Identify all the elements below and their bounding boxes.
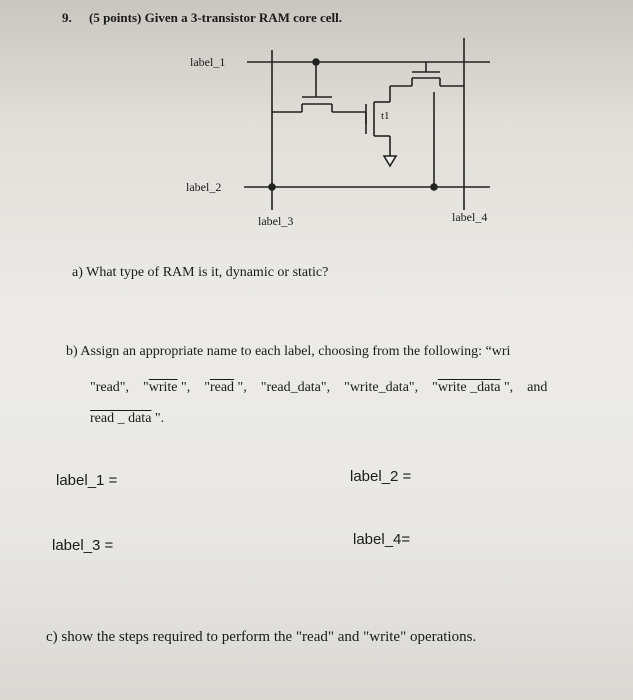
- storage-transistor-t1: [366, 86, 396, 166]
- answer-label-1: label_1 =: [56, 472, 118, 489]
- part-a-question: a) What type of RAM is it, dynamic or static?: [72, 265, 329, 280]
- answer-label-3: label_3 =: [52, 537, 114, 554]
- option-read-bar: read: [209, 380, 235, 395]
- option-read-data: "read_data",: [260, 380, 331, 395]
- question-number: 9.: [62, 10, 72, 25]
- label-3-text: label_3: [258, 214, 294, 228]
- option-read-bar-q2: ",: [237, 380, 247, 395]
- option-write-data-bar: write _data: [437, 380, 501, 395]
- option-write-bar: write: [148, 380, 178, 395]
- junction-dot: [313, 59, 319, 65]
- option-read-data-bar: read _ data: [90, 411, 152, 426]
- option-read-bar-q1: ": [204, 380, 210, 395]
- option-read-data-bar-end: ".: [151, 411, 165, 426]
- label-2-text: label_2: [186, 180, 222, 194]
- part-b-options-line1: [90, 380, 547, 396]
- answer-label-2: label_2 =: [350, 468, 412, 485]
- option-write-data-bar-q1: ": [432, 380, 438, 395]
- ground-symbol: [384, 156, 396, 166]
- ram-cell-circuit: [0, 0, 633, 260]
- answer-label-4: label_4=: [353, 531, 411, 548]
- option-write-bar-q2: ",: [181, 380, 191, 395]
- option-read: "read",: [90, 380, 130, 395]
- option-write-data-bar-q2: ",: [503, 380, 514, 395]
- junction-dot: [431, 184, 437, 190]
- label-4-text: label_4: [452, 210, 488, 224]
- question-text: (5 points) Given a 3-transistor RAM core cell.: [89, 10, 342, 25]
- junction-dot: [269, 184, 275, 190]
- part-b-question: b) Assign an appropriate name to each label, choosing from the following: “wri: [66, 344, 511, 359]
- transistor-t1-label: t1: [381, 110, 390, 122]
- option-write-data: "write_data",: [344, 380, 419, 395]
- option-and: and: [527, 380, 548, 395]
- part-b-options-line2: [90, 411, 164, 427]
- write-transistor: [272, 62, 366, 112]
- part-c-question: c) show the steps required to perform the "read" and "write" operations.: [46, 629, 477, 645]
- label-1-text: label_1: [190, 55, 226, 69]
- option-write-bar-q1: ": [143, 380, 149, 395]
- read-transistor: [390, 62, 464, 187]
